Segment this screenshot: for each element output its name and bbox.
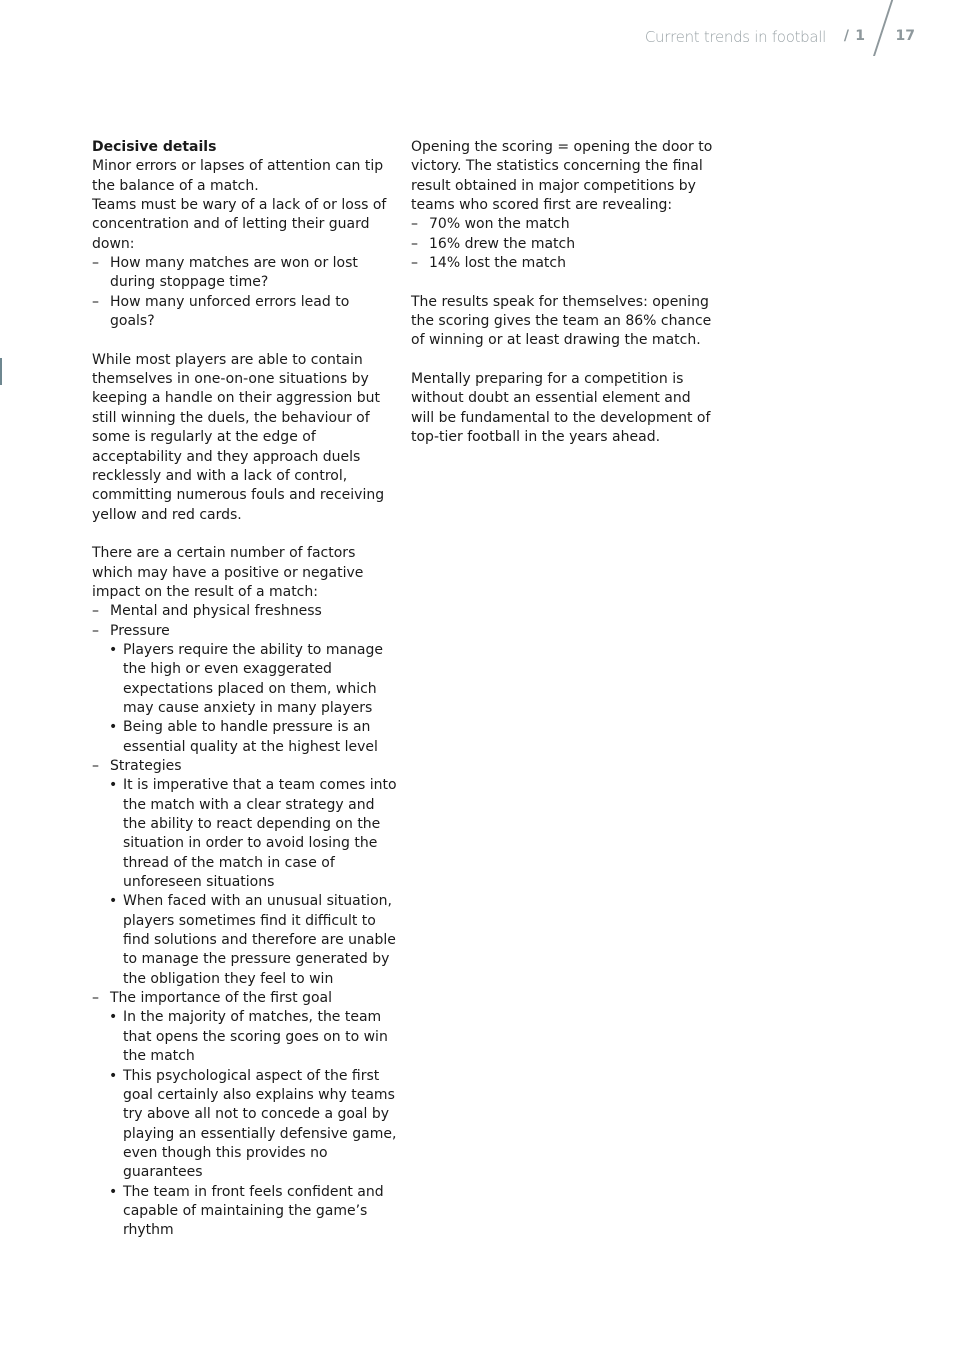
paragraph-factors: There are a certain number of factors which may have a positive or negative impact on the result of a match: bbox=[92, 545, 364, 600]
left-column bbox=[92, 138, 397, 1241]
factor-item: – Mental and physical freshness bbox=[92, 602, 397, 621]
intro-text-1: Minor errors or lapses of attention can tip the balance of a match. bbox=[92, 158, 384, 194]
paragraph-results: The results speak for themselves: opening the scoring gives the team an 86% chance of winning or at least drawing the match. bbox=[411, 293, 712, 349]
factor-item: – Strategies bbox=[92, 757, 397, 776]
margin-marker bbox=[0, 358, 2, 385]
header-separator: / bbox=[843, 28, 849, 44]
running-header bbox=[0, 26, 959, 66]
question-item: – How many unforced errors lead to goals? bbox=[92, 293, 397, 332]
factor-point: • It is imperative that a team comes into the match with a clear strategy and the ability to react depending on the situation in order to avoid losing the thread of the match in case of unforeseen situations bbox=[92, 776, 397, 892]
factor-item: – The importance of the first goal bbox=[92, 989, 397, 1008]
factor-point: • When faced with an unusual situation, players sometimes find it difficult to find solutions and therefore are unable to manage the pressure generated by the obligation they feel to win bbox=[92, 892, 397, 989]
paragraph-first-goal: Opening the scoring = opening the door to victory. The statistics concerning the final result obtained in major competitions by teams who scored first are revealing: bbox=[411, 139, 713, 214]
factor-point: • In the majority of matches, the team that opens the scoring goes on to win the match bbox=[92, 1008, 397, 1066]
question-item: – How many matches are won or lost during stoppage time? bbox=[92, 254, 397, 293]
header-slash-divider bbox=[873, 0, 894, 56]
factor-point: • Being able to handle pressure is an essential quality at the highest level bbox=[92, 718, 397, 757]
page-number: 17 bbox=[895, 28, 915, 44]
paragraph-conclusion: Mentally preparing for a competition is without doubt an essential element and will be fundamental to the development of top-tier football in the years ahead. bbox=[411, 371, 711, 446]
factor-point: • The team in front feels confident and capable of maintaining the game’s rhythm bbox=[92, 1183, 397, 1241]
header-title: Current trends in football bbox=[644, 28, 826, 46]
paragraph-duels: While most players are able to contain themselves in one-on-one situations by keeping a handle on their aggression but still winning the duels, the behaviour of some is regularly at the edge of acceptability and they approach duels recklessly and with a lack of control, committing numerous fouls and receiving yellow and red cards. bbox=[92, 351, 385, 523]
factor-point: • Players require the ability to manage the high or even exaggerated expectations placed on them, which may cause anxiety in many players bbox=[92, 641, 397, 718]
intro-text-2: Teams must be wary of a lack of or loss of concentration and of letting their guard down: bbox=[92, 197, 387, 252]
right-column bbox=[411, 138, 716, 448]
stat-item: – 16% drew the match bbox=[411, 235, 716, 254]
factor-item: – Pressure bbox=[92, 622, 397, 641]
stat-item: – 70% won the match bbox=[411, 215, 716, 234]
section-heading: Decisive details bbox=[92, 139, 217, 155]
factor-point: • This psychological aspect of the first goal certainly also explains why teams try above all not to concede a goal by playing an essentially defensive game, even though this provides no guarantees bbox=[92, 1067, 397, 1183]
chapter-number: 1 bbox=[855, 28, 865, 44]
stat-item: – 14% lost the match bbox=[411, 254, 716, 273]
